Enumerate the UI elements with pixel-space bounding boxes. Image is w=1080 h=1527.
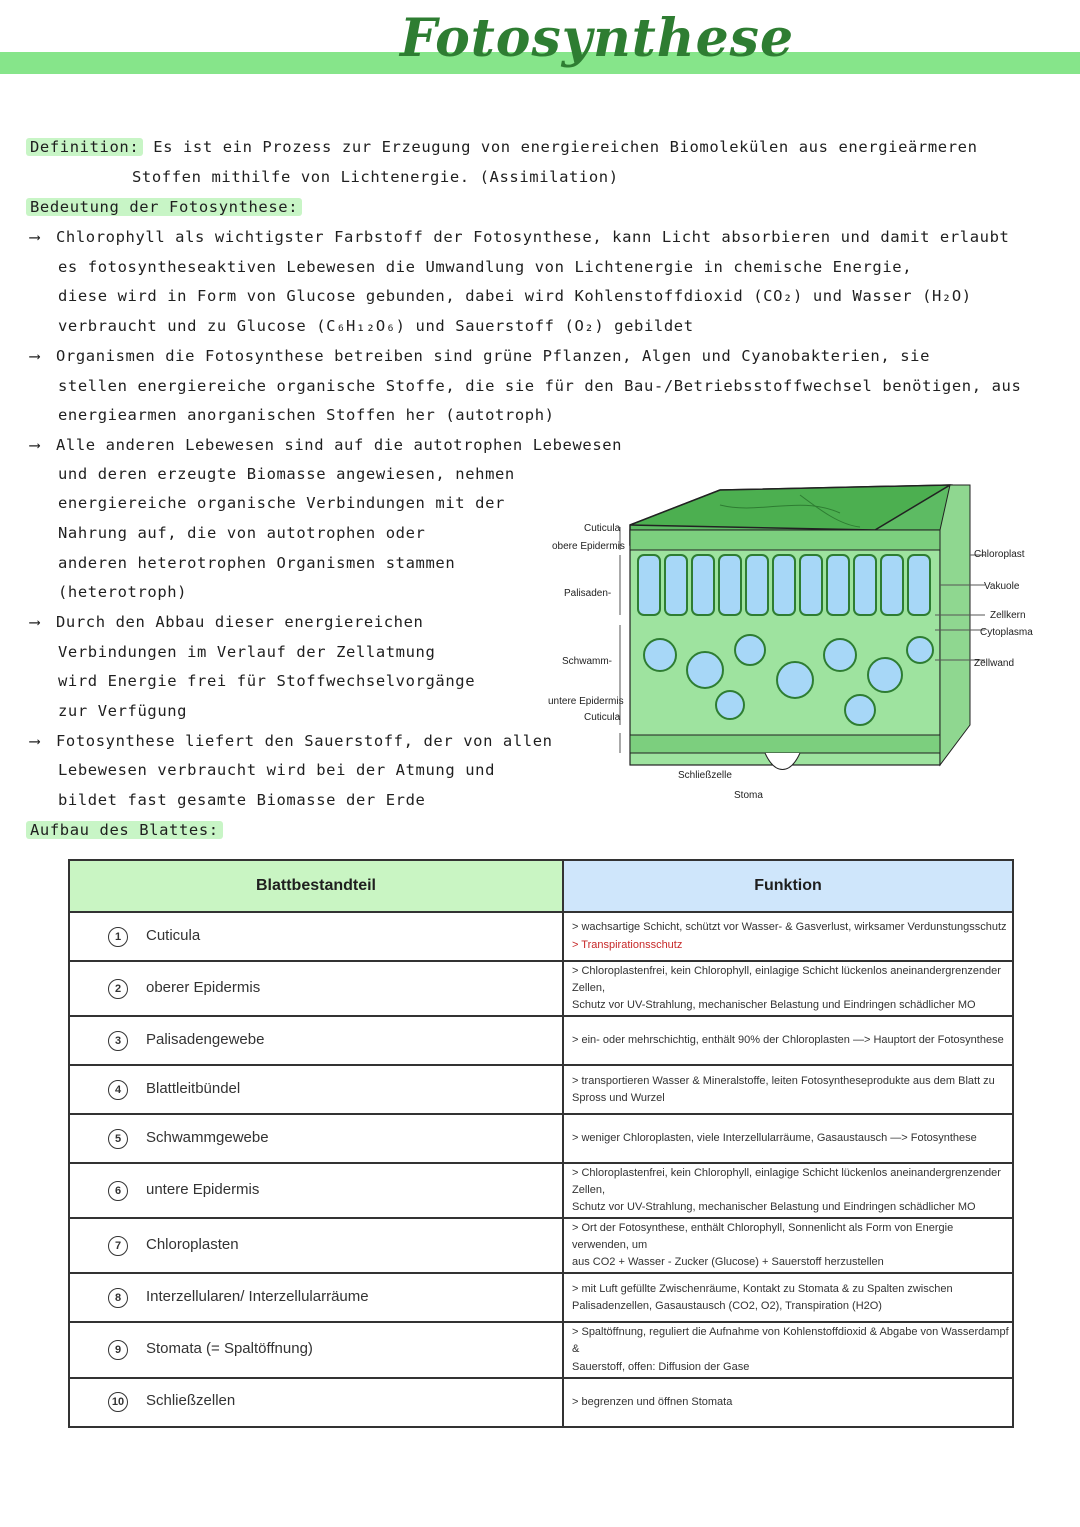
definition-line-2: Stoffen mithilfe von Lichtenergie. (Assimilation) <box>132 168 619 186</box>
part-name: oberer Epidermis <box>146 978 261 996</box>
bedeutung-line <box>30 228 1009 246</box>
part-name: untere Epidermis <box>146 1180 260 1198</box>
function-line: > weniger Chloroplasten, viele Interzellularräume, Gasaustausch —> Fotosynthese <box>572 1132 977 1145</box>
part-cell <box>69 1163 563 1218</box>
header-blattbestandteil: Blattbestandteil <box>69 860 563 912</box>
function-line: > ein- oder mehrschichtig, enthält 90% der Chloroplasten —> Hauptort der Fotosynthese <box>572 1034 1004 1047</box>
arrow-icon: ⟶ <box>30 436 40 454</box>
definition-text-1: Es ist ein Prozess zur Erzeugung von energiereichen Biomolekülen aus energieärmeren <box>153 138 978 156</box>
label-zellwand: Zellwand <box>974 658 1015 669</box>
function-cell <box>563 1273 1013 1322</box>
table-row <box>69 1218 1013 1273</box>
bedeutung-line: anderen heterotrophen Organismen stammen <box>58 554 456 572</box>
table-row <box>69 1065 1013 1114</box>
function-cell <box>563 912 1013 961</box>
arrow-icon: ⟶ <box>30 347 40 365</box>
row-number: 2 <box>108 979 128 999</box>
bedeutung-line: energiereiche organische Verbindungen mit der <box>58 494 505 512</box>
function-cell <box>563 1163 1013 1218</box>
function-line: aus CO2 + Wasser - Zucker (Glucose) + Sauerstoff herzustellen <box>572 1256 884 1269</box>
function-cell <box>563 1016 1013 1065</box>
label-schwamm: Schwamm- <box>562 656 613 667</box>
bedeutung-line: es fotosyntheseaktiven Lebewesen die Umwandlung von Lichtenergie in chemische Energie, <box>58 258 913 276</box>
row-number: 5 <box>108 1129 128 1149</box>
label-cuticula-bottom: Cuticula <box>584 712 621 723</box>
part-name: Chloroplasten <box>146 1235 239 1253</box>
bedeutung-line: Verbindungen im Verlauf der Zellatmung <box>58 643 436 661</box>
label-cytoplasma: Cytoplasma <box>980 627 1033 638</box>
bedeutung-text: Alle anderen Lebewesen sind auf die autotrophen Lebewesen <box>56 436 623 454</box>
bedeutung-line: verbraucht und zu Glucose (C₆H₁₂O₆) und Sauerstoff (O₂) gebildet <box>58 317 694 335</box>
function-line: Palisadenzellen, Gasaustausch (CO2, O2), Transpiration (H2O) <box>572 1299 882 1312</box>
label-zellkern: Zellkern <box>990 610 1026 621</box>
aufbau-heading <box>26 821 223 839</box>
row-number: 8 <box>108 1288 128 1308</box>
bedeutung-line <box>30 436 622 454</box>
table-row <box>69 1163 1013 1218</box>
part-cell <box>69 1322 563 1377</box>
table-row <box>69 912 1013 961</box>
function-cell <box>563 1378 1013 1427</box>
table-row <box>69 1378 1013 1427</box>
table-header-row <box>69 860 1013 912</box>
function-cell <box>563 1114 1013 1163</box>
bedeutung-text: Durch den Abbau dieser energiereichen <box>56 613 424 631</box>
part-cell <box>69 1273 563 1322</box>
function-line: Schutz vor UV-Strahlung, mechanischer Belastung und Eindringen schädlicher MO <box>572 999 976 1012</box>
part-name: Stomata (= Spaltöffnung) <box>146 1339 313 1357</box>
table-row <box>69 1016 1013 1065</box>
label-schliesszelle: Schließzelle <box>678 770 732 781</box>
header-funktion: Funktion <box>563 860 1013 912</box>
label-vakuole: Vakuole <box>984 581 1020 592</box>
function-line: > Chloroplastenfrei, kein Chlorophyll, einlagige Schicht lückenlos aneinandergrenzender Zellen, <box>572 965 1001 995</box>
row-number: 10 <box>108 1392 128 1412</box>
function-cell <box>563 961 1013 1016</box>
part-cell <box>69 912 563 961</box>
part-cell <box>69 1016 563 1065</box>
bedeutung-line: bildet fast gesamte Biomasse der Erde <box>58 791 426 809</box>
leaf-diagram <box>540 455 1080 815</box>
part-cell <box>69 1065 563 1114</box>
arrow-icon: ⟶ <box>30 613 40 631</box>
row-number: 7 <box>108 1236 128 1256</box>
leaf-parts-table <box>68 859 1014 1428</box>
bedeutung-line <box>30 347 930 365</box>
label-cuticula-top: Cuticula <box>584 523 621 534</box>
function-line: > transportieren Wasser & Mineralstoffe, leiten Fotosyntheseprodukte aus dem Blatt zu <box>572 1074 995 1087</box>
table-row <box>69 961 1013 1016</box>
function-line: Spross und Wurzel <box>572 1091 665 1104</box>
function-line: > wachsartige Schicht, schützt vor Wasser- & Gasverlust, wirksamer Verdunstungsschutz <box>572 921 1007 934</box>
bedeutung-label: Bedeutung der Fotosynthese: <box>26 198 302 216</box>
bedeutung-line: (heterotroph) <box>58 583 188 601</box>
bedeutung-line: wird Energie frei für Stoffwechselvorgänge <box>58 672 476 690</box>
table-row <box>69 1273 1013 1322</box>
function-line: > mit Luft gefüllte Zwischenräume, Kontakt zu Stomata & zu Spalten zwischen <box>572 1282 953 1295</box>
table-row <box>69 1322 1013 1377</box>
function-cell <box>563 1218 1013 1273</box>
bedeutung-line: Nahrung auf, die von autotrophen oder <box>58 524 426 542</box>
part-name: Blattleitbündel <box>146 1079 241 1097</box>
function-line: > Chloroplastenfrei, kein Chlorophyll, einlagige Schicht lückenlos aneinandergrenzender Zellen, <box>572 1167 1001 1197</box>
function-line: Sauerstoff, offen: Diffusion der Gase <box>572 1360 750 1373</box>
function-line: Schutz vor UV-Strahlung, mechanischer Belastung und Eindringen schädlicher MO <box>572 1201 976 1214</box>
bedeutung-heading <box>26 198 302 216</box>
bedeutung-line: zur Verfügung <box>58 702 188 720</box>
row-number: 6 <box>108 1181 128 1201</box>
table-row <box>69 1114 1013 1163</box>
bedeutung-line <box>30 732 553 750</box>
row-number: 4 <box>108 1080 128 1100</box>
part-name: Schließzellen <box>146 1392 236 1410</box>
bedeutung-line: diese wird in Form von Glucose gebunden, dabei wird Kohlenstoffdioxid (CO₂) und Wasser (H₂O) <box>58 287 972 305</box>
bedeutung-text: Fotosynthese liefert den Sauerstoff, der von allen <box>56 732 553 750</box>
bedeutung-text: Chlorophyll als wichtigster Farbstoff der Fotosynthese, kann Licht absorbieren und damit erlaubt <box>56 228 1010 246</box>
function-line: > Transpirationsschutz <box>572 938 683 951</box>
label-palisaden: Palisaden- <box>564 588 612 599</box>
row-number: 9 <box>108 1340 128 1360</box>
page-title: Fotosynthese <box>400 8 795 69</box>
part-name: Interzellularen/ Interzellularräume <box>146 1287 369 1305</box>
label-obere-epidermis: obere Epidermis <box>552 541 625 552</box>
bedeutung-line: und deren erzeugte Biomasse angewiesen, nehmen <box>58 465 515 483</box>
row-number: 1 <box>108 927 128 947</box>
bedeutung-line: energiearmen anorganischen Stoffen her (autotroph) <box>58 406 555 424</box>
arrow-icon: ⟶ <box>30 732 40 750</box>
part-cell <box>69 961 563 1016</box>
row-number: 3 <box>108 1031 128 1051</box>
part-name: Schwammgewebe <box>146 1128 269 1146</box>
part-name: Palisadengewebe <box>146 1030 265 1048</box>
part-cell <box>69 1218 563 1273</box>
function-line: > Ort der Fotosynthese, enthält Chlorophyll, Sonnenlicht als Form von Energie verwenden, um <box>572 1222 954 1252</box>
function-line: > begrenzen und öffnen Stomata <box>572 1395 733 1408</box>
part-cell <box>69 1378 563 1427</box>
label-stoma: Stoma <box>734 790 763 801</box>
bedeutung-text: Organismen die Fotosynthese betreiben sind grüne Pflanzen, Algen und Cyanobakterien, sie <box>56 347 930 365</box>
function-cell <box>563 1065 1013 1114</box>
function-line: > Spaltöffnung, reguliert die Aufnahme von Kohlenstoffdioxid & Abgabe von Wasserdampf & <box>572 1326 1009 1356</box>
label-chloroplast: Chloroplast <box>974 549 1025 560</box>
label-untere-epidermis: untere Epidermis <box>548 696 624 707</box>
aufbau-label: Aufbau des Blattes: <box>26 821 223 839</box>
bedeutung-line <box>30 613 423 631</box>
part-cell <box>69 1114 563 1163</box>
definition-label: Definition: <box>26 138 143 156</box>
bedeutung-line: stellen energiereiche organische Stoffe, die sie für den Bau-/Betriebsstoffwechsel benötigen, aus <box>58 377 1022 395</box>
part-name: Cuticula <box>146 926 201 944</box>
function-cell <box>563 1322 1013 1377</box>
definition-line-1 <box>26 138 978 156</box>
arrow-icon: ⟶ <box>30 228 40 246</box>
bedeutung-line: Lebewesen verbraucht wird bei der Atmung und <box>58 761 495 779</box>
